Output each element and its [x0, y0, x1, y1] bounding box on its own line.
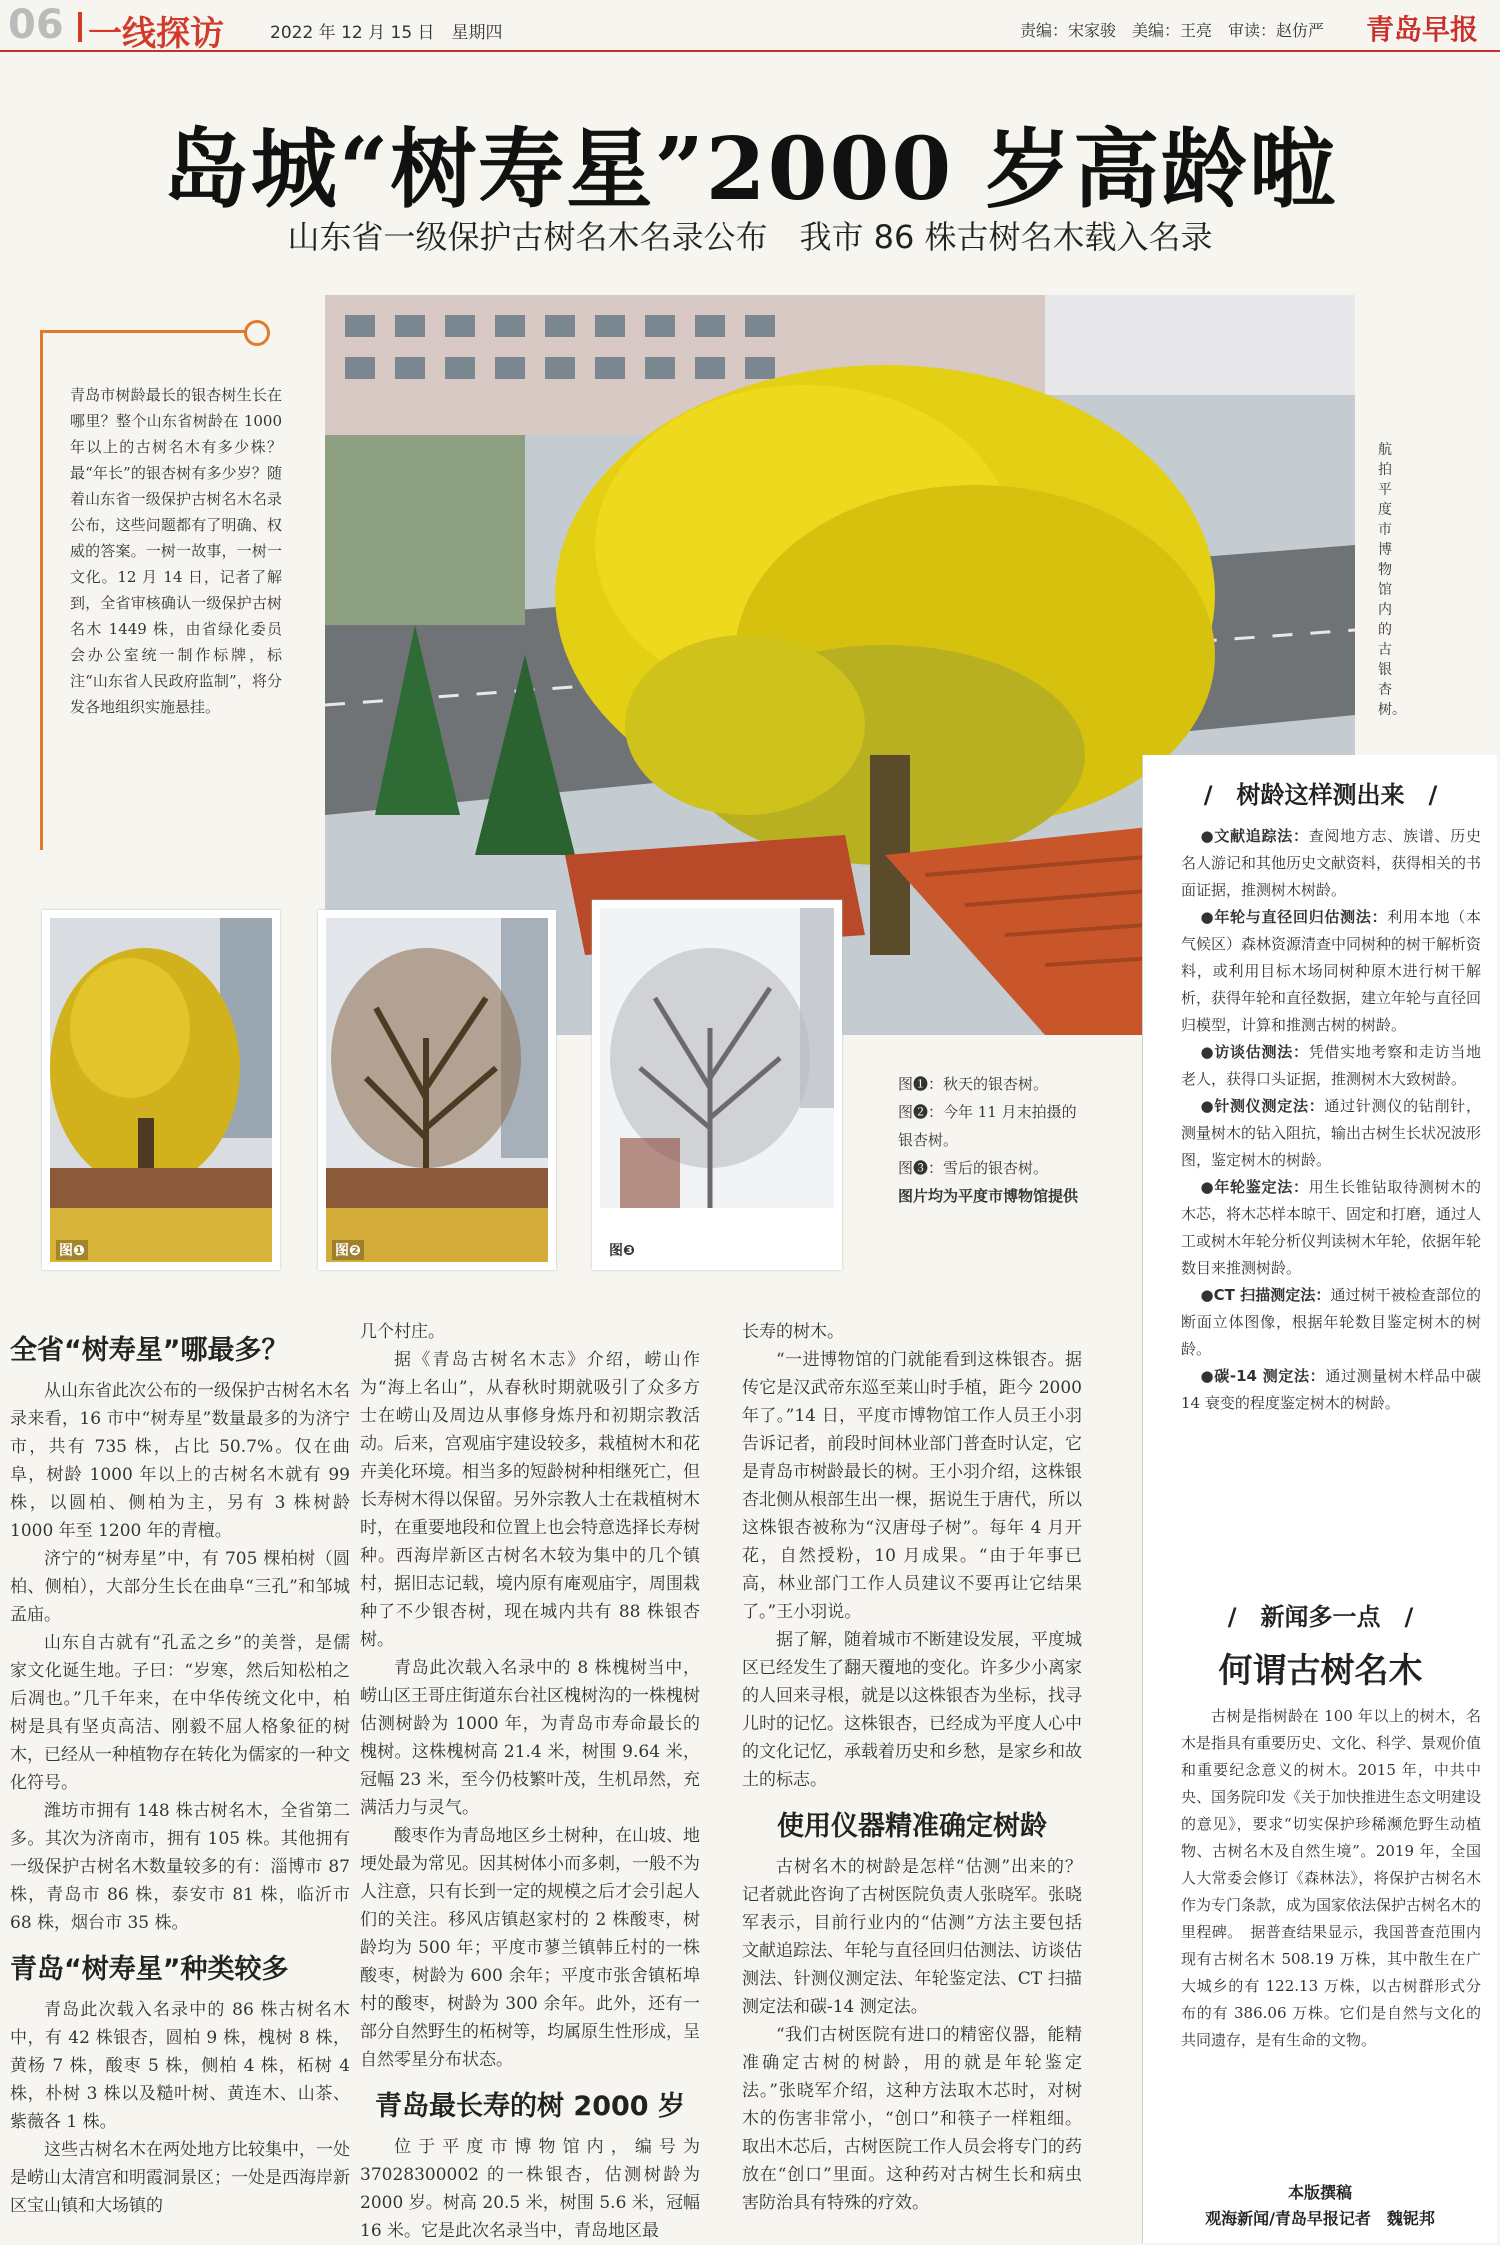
method-item: ●针测仪测定法：通过针测仪的钻削针，测量树木的钻入阻抗，输出古树生长状况波形图，鉴定树木的树龄。 [1181, 1097, 1482, 1169]
method-item: ●CT 扫描测定法：通过树干被检查部位的断面立体图像，根据年轮数目鉴定树木的树龄。 [1181, 1286, 1481, 1358]
caption-3: 图❸：雪后的银杏树。 [898, 1159, 1049, 1177]
photo-snow-ginkgo [592, 900, 842, 1270]
paragraph: 据了解，随着城市不断建设发展，平度城区已经发生了翻天覆地的变化。许多少小离家的人回来寻根，就是以这株银杏为坐标，找寻儿时的记忆。这株银杏，已经成为平度人心中的文化记忆，承载着历史和乡愁，是家乡和故土的标志。 [742, 1630, 1082, 1790]
section-heading: 青岛最长寿的树 2000 岁 [375, 2091, 685, 2122]
caption-1: 图❶：秋天的银杏树。 [898, 1075, 1049, 1093]
byline-label: 本版撰稿 [1287, 2183, 1352, 2202]
subheadline: 山东省一级保护古树名木名录公布 我市 86 株古树名木载入名录 [287, 218, 1213, 256]
section-heading: 使用仪器精准确定树龄 [777, 1811, 1047, 1842]
paragraph: 从山东省此次公布的一级保护古树名木名录来看，16 市中“树寿星”数量最多的为济宁市，共有 735 株，占比 50.7%。仅在曲阜，树龄 1000 年以上的古树名木就有 99 株，以圆柏、侧柏为主，另有 3 株树龄 1000 年至 1200 年的青檀。 [10, 1381, 350, 1541]
method-item: ●碳-14 测定法：通过测量树木样品中碳 14 衰变的程度鉴定树木的树龄。 [1181, 1367, 1481, 1412]
lead-frame-dot [244, 320, 270, 346]
paragraph: 这些古树名木在两处地方比较集中，一处是崂山太清宫和明霞洞景区；一处是西海岸新区宝山镇和大场镇的 [10, 2140, 350, 2216]
page-number: 06 [8, 2, 64, 48]
method-item: ●年轮与直径回归估测法：利用本地（本气候区）森林资源清查中同树种的树干解析资料，或利用目标木场同树种原木进行树干解析，获得年轮和直径数据，建立年轮与直径回归模型，计算和推测古树的树龄。 [1181, 908, 1482, 1034]
editor-credits: 责编：宋家骏 美编：王亮 审读：赵仿严 [1020, 21, 1325, 40]
paragraph: 潍坊市拥有 148 株古树名木，全省第二多。其次为济南市，拥有 105 株。其他拥有一级保护古树名木数量较多的有：淄博市 87 株，青岛市 86 株，泰安市 81 株，临沂市 68 株，烟台市 35 株。 [10, 1801, 350, 1933]
section-heading: 全省“树寿星”哪最多？ [10, 1335, 289, 1366]
page-header [0, 0, 1500, 52]
sidebar [1142, 755, 1497, 2243]
sidebar-heading-news: / 新闻多一点 / [1227, 1603, 1414, 1631]
photo-autumn-ginkgo [42, 910, 280, 1270]
paragraph: 据《青岛古树名木志》介绍，崂山作为“海上名山”，从春秋时期就吸引了众多方士在崂山及周边从事修身炼丹和初期宗教活动。后来，宫观庙宇建设较多，栽植树木和花卉美化环境。相当多的短龄树种相继死亡，但长寿树木得以保留。另外宗教人士在栽植树木时，在重要地段和位置上也会特意选择长寿树种。西海岸新区古树名木较为集中的几个镇村，据旧志记载，境内原有庵观庙宇，周围栽种了不少银杏树，现在城内共有 88 株银杏树。 [360, 1350, 700, 1650]
methods-list [1181, 823, 1481, 1417]
method-item: ●文献追踪法：查阅地方志、族谱、历史名人游记和其他历史文献资料，获得相关的书面证据，推测树木树龄。 [1181, 827, 1482, 899]
paragraph: 山东自古就有“孔孟之乡”的美誉，是儒家文化诞生地。子曰：“岁寒，然后知松柏之后凋也。”几千年来，在中华传统文化中，柏树是具有坚贞高洁、刚毅不屈人格象征的树木，已经从一种植物存在转化为儒家的一种文化符号。 [10, 1633, 350, 1793]
paragraph: 位于平度市博物馆内，编号为 37028300002 的一株银杏，估测树龄为 2000 岁。树高 20.5 米，树围 5.6 米，冠幅 16 米。它是此次名录当中，青岛地区最 [360, 2137, 700, 2241]
photo-november-ginkgo [318, 910, 556, 1270]
photo-label-1: 图❶ [56, 1240, 88, 1260]
caption-2: 图❷：今年 11 月末拍摄的银杏树。 [898, 1103, 1077, 1149]
paragraph: 青岛此次载入名录中的 8 株槐树当中，崂山区王哥庄街道东台社区槐树沟的一株槐树估测树龄为 1000 年，为青岛市寿命最长的槐树。这株槐树高 21.4 米，树围 9.64 米，冠幅 23 米，至今仍枝繁叶茂，生机昂然，充满活力与灵气。 [360, 1658, 700, 1818]
autumn-ginkgo-illustration [50, 918, 272, 1262]
snow-ginkgo-illustration [600, 908, 834, 1262]
headline: 岛城“树寿星”2000 岁高龄啦 [162, 119, 1338, 220]
photo-label-2: 图❷ [332, 1240, 364, 1260]
main-photo-caption: 航拍平度市博物馆内的古银杏树。 [1378, 442, 1406, 718]
paragraph: 青岛此次载入名录中的 86 株古树名木中，有 42 株银杏，圆柏 9 株，槐树 8 株，黄杨 7 株，酸枣 5 株，侧柏 4 株，柘树 4 株，朴树 3 株以及糙叶树、黄连木、山茶、紫薇各 1 株。 [10, 2000, 350, 2132]
paragraph: 济宁的“树寿星”中，有 705 棵柏树（圆柏、侧柏），大部分生长在曲阜“三孔”和邹城孟庙。 [10, 1549, 350, 1625]
section-heading: 青岛“树寿星”种类较多 [10, 1954, 289, 1985]
paragraph: 长寿的树木。 [742, 1322, 844, 1342]
paragraph: “一进博物馆的门就能看到这株银杏。据传它是汉武帝东巡至莱山时手植，距今 2000 年了。”14 日，平度市博物馆工作人员王小羽告诉记者，前段时间林业部门普查时认定，它是青岛市树龄最长的树。王小羽介绍，这株银杏北侧从根部生出一棵，据说生于唐代，所以这株银杏被称为“汉唐母子树”。每年 4 月开花，自然授粉，10 月成果。“由于年事已高，林业部门工作人员建议不要再让它结果了。”王小羽说。 [742, 1350, 1082, 1622]
article-column-3 [742, 1318, 1082, 2217]
lead-paragraph: 青岛市树龄最长的银杏树生长在哪里？整个山东省树龄在 1000 年以上的古树名木有多少株？最“年长”的银杏树有多少岁？随着山东省一级保护古树名木名录公布，这些问题都有了明确、权威的答案。一树一故事，一树一文化。12 月 14 日，记者了解到，全省审核确认一级保护古树名木 1449 株，由省绿化委员会办公室统一制作标牌，标注“山东省人民政府监制”，将分发各地组织实施悬挂。 [70, 386, 282, 716]
november-ginkgo-illustration [326, 918, 548, 1262]
section-divider [78, 12, 82, 42]
photo-label-3: 图❸ [609, 1243, 635, 1259]
method-item: ●年轮鉴定法：用生长锥钻取待测树木的木芯，将木芯样本晾干、固定和打磨，通过人工或树木年轮分析仪判读树木年轮，依据年轮数目来推测树龄。 [1181, 1178, 1482, 1277]
sidebar-subheading: 何谓古树名木 [1218, 1651, 1423, 1691]
method-item: ●访谈估测法：凭借实地考察和走访当地老人，获得口头证据，推测树木大致树龄。 [1181, 1043, 1481, 1088]
byline [1150, 2180, 1490, 2232]
article-column-2 [360, 1318, 700, 2245]
issue-date: 2022 年 12 月 15 日 星期四 [270, 23, 503, 43]
newspaper-logo: 青岛早报 [1366, 13, 1479, 46]
explainer-paragraph: 古树是指树龄在 100 年以上的树木，名木是指具有重要历史、文化、科学、景观价值和重要纪念意义的树木。2015 年，中共中央、国务院印发《关于加快推进生态文明建设的意见》，要求“切实保护珍稀濒危野生动植物、古树名木及自然生境”。2019 年，全国人大常委会修订《森林法》，将保护古树名木作为专门条款，成为国家依法保护古树名木的里程碑。 据普查结果显示，我国普查范围内现有古树名木 508.19 万株，其中散生在广大城乡的有 122.13 万株，以古树群形式分布的有 386.06 万株。它们是自然与文化的共同遗存，是有生命的文物。 [1181, 1707, 1482, 2049]
section-title: 一线探访 [88, 14, 224, 54]
photo-captions [898, 1070, 1088, 1210]
paragraph: “我们古树医院有进口的精密仪器，能精准确定古树的树龄，用的就是年轮鉴定法。”张晓军介绍，这种方法取木芯时，对树木的伤害非常小，“创口”和筷子一样粗细。取出木芯后，古树医院工作人员会将专门的药放在“创口”里面。这种药对古树生长和病虫害防治具有特殊的疗效。 [742, 2025, 1082, 2213]
article-column-1 [10, 1318, 350, 2220]
paragraph: 古树名木的树龄是怎样“估测”出来的？记者就此咨询了古树医院负责人张晓军。张晓军表示，目前行业内的“估测”方法主要包括文献追踪法、年轮与直径回归估测法、访谈估测法、针测仪测定法、年轮鉴定法、CT 扫描测定法和碳-14 测定法。 [742, 1857, 1082, 2017]
byline-author: 观海新闻/青岛早报记者 魏铌邦 [1205, 2209, 1435, 2228]
sidebar-heading-methods: / 树龄这样测出来 / [1203, 781, 1438, 809]
paragraph: 酸枣作为青岛地区乡土树种，在山坡、地埂处最为常见。因其树体小而多刺，一般不为人注意，只有长到一定的规模之后才会引起人们的关注。移风店镇赵家村的 2 株酸枣，树龄均为 500 年；平度市蓼兰镇韩丘村的一株酸枣，树龄为 600 余年；平度市张舍镇柘埠村的酸枣，树龄为 300 余年。此外，还有一部分自然野生的柘树等，均属原生性形成，呈自然零星分布状态。 [360, 1826, 700, 2070]
paragraph: 几个村庄。 [360, 1322, 445, 1342]
photo-credit: 图片均为平度市博物馆提供 [898, 1187, 1079, 1205]
